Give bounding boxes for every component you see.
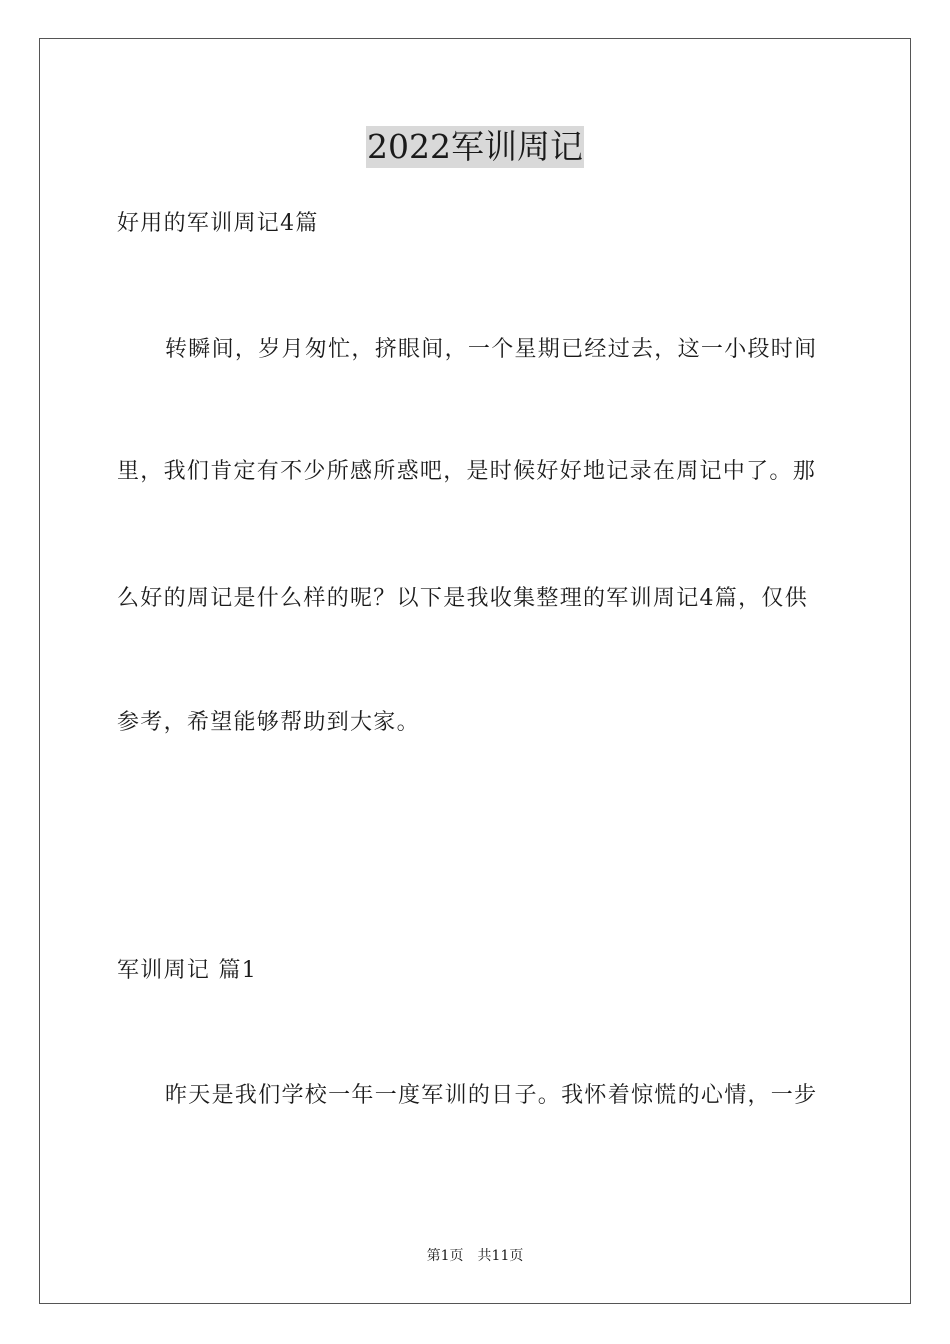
document-subtitle: 好用的军训周记4篇 — [117, 211, 319, 236]
intro-line-3: 么好的周记是什么样的呢？以下是我收集整理的军训周记4篇，仅供 — [117, 586, 808, 611]
intro-line-2: 里，我们肯定有不少所感所惑吧，是时候好好地记录在周记中了。那 — [117, 459, 817, 484]
section-heading: 军训周记 篇1 — [117, 958, 258, 983]
intro-line-4: 参考，希望能够帮助到大家。 — [117, 710, 420, 735]
intro-line-1: 转瞬间，岁月匆忙，挤眼间，一个星期已经过去，这一小段时间 — [165, 337, 818, 362]
document-title: 2022军训周记 — [367, 127, 583, 166]
page-footer: 第1页 共11页 — [426, 1248, 524, 1264]
section-line-1: 昨天是我们学校一年一度军训的日子。我怀着惊慌的心情，一步 — [165, 1083, 818, 1108]
title-container — [0, 126, 950, 168]
